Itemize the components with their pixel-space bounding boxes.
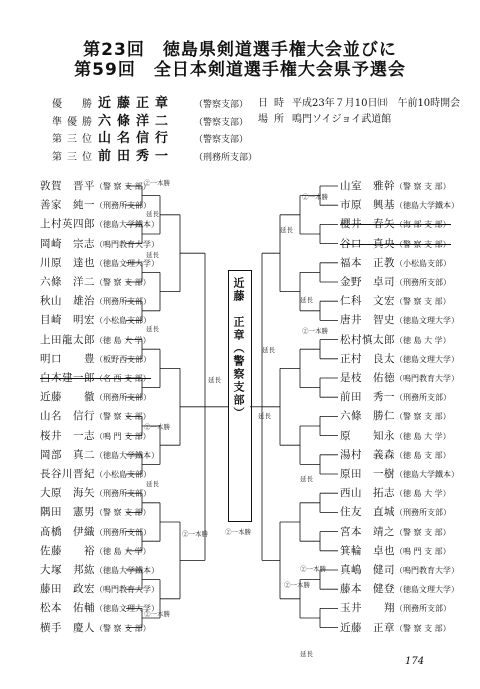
player-name: 髙橋 伊織 [40, 525, 95, 538]
player-affiliation: （徳島文理大学） [95, 258, 159, 268]
result-affiliation: （警察支部） [194, 117, 249, 128]
left-player-entry [40, 430, 151, 443]
player-name: 長谷川晋紀 [40, 468, 95, 480]
right-player-entry [340, 391, 451, 404]
info-label: 場所 [258, 113, 290, 125]
left-player-entry [40, 391, 151, 404]
ippon-win-label: ②一本勝 [144, 423, 170, 431]
player-affiliation: （刑務所支部） [395, 604, 451, 614]
left-player-entry [40, 295, 151, 308]
left-player-entry [40, 564, 159, 577]
right-player-entry [340, 218, 451, 231]
right-player-entry [340, 526, 451, 539]
player-affiliation: （徳 島 大 学） [95, 335, 151, 345]
encho-label: 延長 [262, 346, 275, 354]
result-rank: 準優勝 [52, 116, 97, 128]
player-name: 大塚 邦紘 [40, 564, 95, 576]
player-name: 金野 卓司 [340, 276, 395, 288]
player-name: 桜井 一志 [40, 429, 95, 442]
result-affiliation: （警察支部） [194, 135, 249, 145]
player-name: 大原 海矢 [40, 487, 95, 500]
player-name: 唐井 智史 [340, 314, 395, 327]
player-name: 山室 雅幹 [340, 180, 395, 192]
player-name: 市原 興基 [340, 199, 395, 212]
player-affiliation: （徳島大学鐵本） [395, 201, 459, 211]
player-affiliation: （名 西 支 部） [95, 374, 151, 383]
player-affiliation: （警 察 支 部） [95, 623, 151, 633]
left-player-entry [40, 545, 151, 558]
player-name: 宮本 靖之 [340, 525, 395, 538]
left-player-entry [40, 334, 151, 347]
player-name: 西山 拓志 [340, 487, 395, 500]
encho-label: 延長 [146, 325, 159, 333]
player-name: 谷口 真央 [340, 237, 395, 250]
player-affiliation: （徳 島 大 学） [395, 335, 451, 345]
player-name: 櫻井 春矢 [340, 218, 395, 231]
player-name: 明口 豊 [40, 352, 95, 365]
right-player-entry [340, 372, 459, 385]
player-affiliation: （鳴門教育大学） [95, 239, 159, 249]
player-affiliation: （警 察 支 部） [95, 412, 151, 422]
right-player-entry [340, 430, 451, 443]
result-affiliation: （警察支部） [194, 100, 249, 110]
right-player-entry [340, 238, 451, 251]
player-name: 玉井 翔 [340, 602, 395, 615]
right-player-entry [340, 295, 451, 308]
player-name: 藤本 健登 [340, 583, 395, 596]
player-affiliation: （小松島支部） [95, 470, 151, 479]
player-affiliation: （徳島大学鐵本） [95, 566, 159, 575]
player-affiliation: （徳 島 支 部） [395, 450, 451, 460]
title-line-2: 第59回 全日本剣道選手権大会県予選会 [74, 60, 406, 80]
left-player-entry [40, 622, 151, 635]
encho-label: 延長 [300, 475, 313, 483]
player-affiliation: （鳴 門 支 部） [395, 546, 451, 556]
player-affiliation: （海 部 支 部） [395, 220, 451, 230]
player-name: 是枝 佑徳 [340, 372, 395, 384]
ippon-win-label: ②一本勝 [284, 581, 310, 589]
result-rank: 第三位 [52, 151, 97, 163]
encho-label: 延長 [146, 251, 159, 259]
player-affiliation: （徳島文理大学） [395, 585, 459, 595]
player-name: 佐藤 裕 [40, 544, 95, 557]
player-name: 隅田 憲男 [40, 506, 95, 519]
right-player-entry [340, 180, 451, 193]
left-player-entry [40, 449, 159, 462]
player-name: 箕輪 卓也 [340, 544, 395, 557]
player-name: 住友 直城 [340, 506, 395, 519]
ippon-win-label: ②一本勝 [225, 528, 251, 536]
player-name: 藤田 政宏 [40, 583, 95, 596]
result-winner: 六條洋二 [98, 113, 175, 129]
player-name: 福本 正教 [340, 256, 395, 269]
encho-label: 延長 [258, 412, 271, 420]
player-name: 岡部 真二 [40, 448, 95, 461]
result-winner: 山名信行 [98, 131, 175, 146]
player-affiliation: （徳 島 大 学） [95, 546, 151, 556]
player-affiliation: （刑務所支部） [95, 393, 151, 403]
player-affiliation: （刑務所支部） [395, 393, 451, 403]
right-player-entry [340, 487, 451, 500]
player-name: 松本 佑輔 [40, 602, 95, 615]
player-affiliation: （刑務所支部） [95, 297, 151, 307]
player-name: 善家 純一 [40, 199, 95, 212]
right-player-entry [340, 506, 451, 519]
player-name: 前田 秀一 [340, 391, 395, 404]
player-affiliation: （警 察 支 部） [395, 182, 451, 191]
ippon-win-label: ②一本勝 [300, 565, 326, 573]
player-name: 山名 信行 [40, 410, 95, 423]
player-affiliation: （徳島大学鐵本） [95, 450, 159, 460]
result-rank: 優 勝 [52, 99, 97, 110]
player-affiliation: （警 察 支 部） [395, 412, 451, 422]
player-affiliation: （徳島大学鐵本） [395, 470, 459, 479]
player-affiliation: （徳島文理大学） [95, 604, 159, 614]
player-name: 六條 洋二 [40, 276, 95, 288]
left-player-entry [40, 410, 151, 423]
encho-label: 延長 [280, 226, 293, 234]
left-player-entry [40, 218, 159, 231]
player-name: 敦賀 晋平 [40, 180, 95, 192]
encho-label: 延長 [146, 210, 159, 218]
encho-label: 延長 [300, 296, 313, 304]
player-affiliation: （徳 島 大 学） [395, 431, 451, 441]
right-player-entry [340, 353, 459, 366]
player-name: 正村 良太 [340, 352, 395, 365]
player-affiliation: （鳴 門 支 部） [95, 431, 151, 441]
right-player-entry [340, 257, 451, 270]
player-affiliation: （警 察 支 部） [395, 297, 451, 307]
player-name: 上田龍太郎 [40, 333, 95, 346]
right-player-entry [340, 622, 451, 635]
result-affiliation: （刑務所支部） [194, 152, 258, 163]
player-name: 湯村 義森 [340, 448, 395, 461]
player-name: 松村慎太郎 [340, 333, 395, 346]
left-player-entry [40, 199, 151, 212]
ippon-win-label: ②一本勝 [302, 327, 328, 335]
ippon-win-label: ②一本勝 [144, 610, 170, 618]
player-affiliation: （小松島支部） [95, 316, 151, 326]
player-name: 近藤 正章 [340, 621, 395, 634]
player-name: 原田 一樹 [340, 468, 395, 480]
player-name: 原 知永 [340, 429, 395, 442]
info-label: 日時 [258, 98, 290, 109]
player-affiliation: （小松島支部） [395, 258, 451, 268]
left-player-entry [40, 353, 151, 366]
info-value: 平成23年７月10日㈰ 午前10時開会 [292, 98, 461, 109]
left-player-entry [40, 506, 151, 519]
player-affiliation: （刑務所支部） [95, 527, 151, 537]
right-player-entry [340, 410, 451, 423]
left-player-entry [40, 257, 159, 270]
player-affiliation: （徳 島 大 学） [395, 489, 451, 499]
player-affiliation: （鳴門教育大学） [395, 374, 459, 383]
player-affiliation: （警 察 支 部） [395, 527, 451, 537]
player-affiliation: （徳島文理大学） [395, 354, 459, 364]
player-affiliation: （鳴門教育大学） [395, 566, 459, 575]
player-affiliation: （警 察 支 部） [95, 278, 151, 287]
player-affiliation: （警 察 支 部） [95, 508, 151, 518]
left-player-entry [40, 526, 151, 539]
result-rank: 第三位 [52, 134, 97, 145]
player-affiliation: （鳴門教育大学） [95, 585, 159, 595]
left-player-entry [40, 276, 151, 289]
player-name: 横手 慶人 [40, 621, 95, 634]
player-name: 目崎 明宏 [40, 314, 95, 327]
ippon-win-label: ②一本勝 [144, 179, 170, 187]
right-player-entry [340, 583, 459, 596]
player-affiliation: （刑務所支部） [395, 278, 451, 287]
ippon-win-label: ②一本勝 [182, 530, 208, 538]
right-player-entry [340, 449, 451, 462]
encho-label: 延長 [300, 650, 313, 658]
player-affiliation: （刑務所支部） [395, 508, 451, 518]
right-player-entry [340, 564, 459, 577]
right-player-entry [340, 199, 459, 212]
result-winner: 近藤正章 [98, 96, 175, 111]
player-name: 岡崎 宗志 [40, 237, 95, 250]
player-affiliation: （警 察 支 部） [95, 182, 151, 191]
left-player-entry [40, 583, 159, 596]
player-affiliation: （刑務所支部） [95, 489, 151, 499]
encho-label: 延長 [146, 480, 159, 488]
title-line-1: 第23回 徳島県剣道選手権大会並びに [83, 40, 397, 60]
player-name: 真嶋 健司 [340, 564, 395, 576]
info-value: 鳴門ソイジョイ武道館 [292, 113, 392, 125]
player-affiliation: （刑務所支部） [95, 201, 151, 211]
champion-box [228, 270, 252, 522]
player-affiliation: （警 察 支 部） [395, 623, 451, 633]
left-player-entry [40, 314, 151, 327]
left-player-entry [40, 468, 151, 481]
left-player-entry [40, 487, 151, 500]
player-name: 仁科 文宏 [340, 295, 395, 308]
player-affiliation: （板野西支部） [95, 354, 151, 364]
player-name: 上村英四郎 [40, 218, 95, 231]
player-name: 近藤 徹 [40, 391, 95, 404]
left-player-entry [40, 180, 151, 193]
encho-label: 延長 [208, 376, 221, 384]
champion-name: 近藤 正章（警察支部） [232, 277, 245, 420]
player-affiliation: （徳島大学鐵本） [95, 220, 159, 230]
page-number: 174 [405, 656, 425, 667]
player-name: 川原 達也 [40, 256, 95, 269]
right-player-entry [340, 334, 451, 347]
left-player-entry [40, 238, 159, 251]
player-name: 白木建一郎 [40, 372, 95, 384]
player-name: 秋山 雄治 [40, 295, 95, 308]
result-winner: 前田秀一 [98, 148, 175, 164]
right-player-entry [340, 276, 451, 289]
right-player-entry [340, 545, 451, 558]
left-player-entry [40, 602, 159, 615]
player-name: 六條 勝仁 [340, 410, 395, 423]
ippon-win-label: ②一本勝 [302, 193, 328, 201]
right-player-entry [340, 602, 451, 615]
player-affiliation: （警 察 支 部） [395, 239, 451, 249]
right-player-entry [340, 314, 459, 327]
left-player-entry [40, 372, 151, 385]
player-affiliation: （徳島文理大学） [395, 316, 459, 326]
right-player-entry [340, 468, 459, 481]
